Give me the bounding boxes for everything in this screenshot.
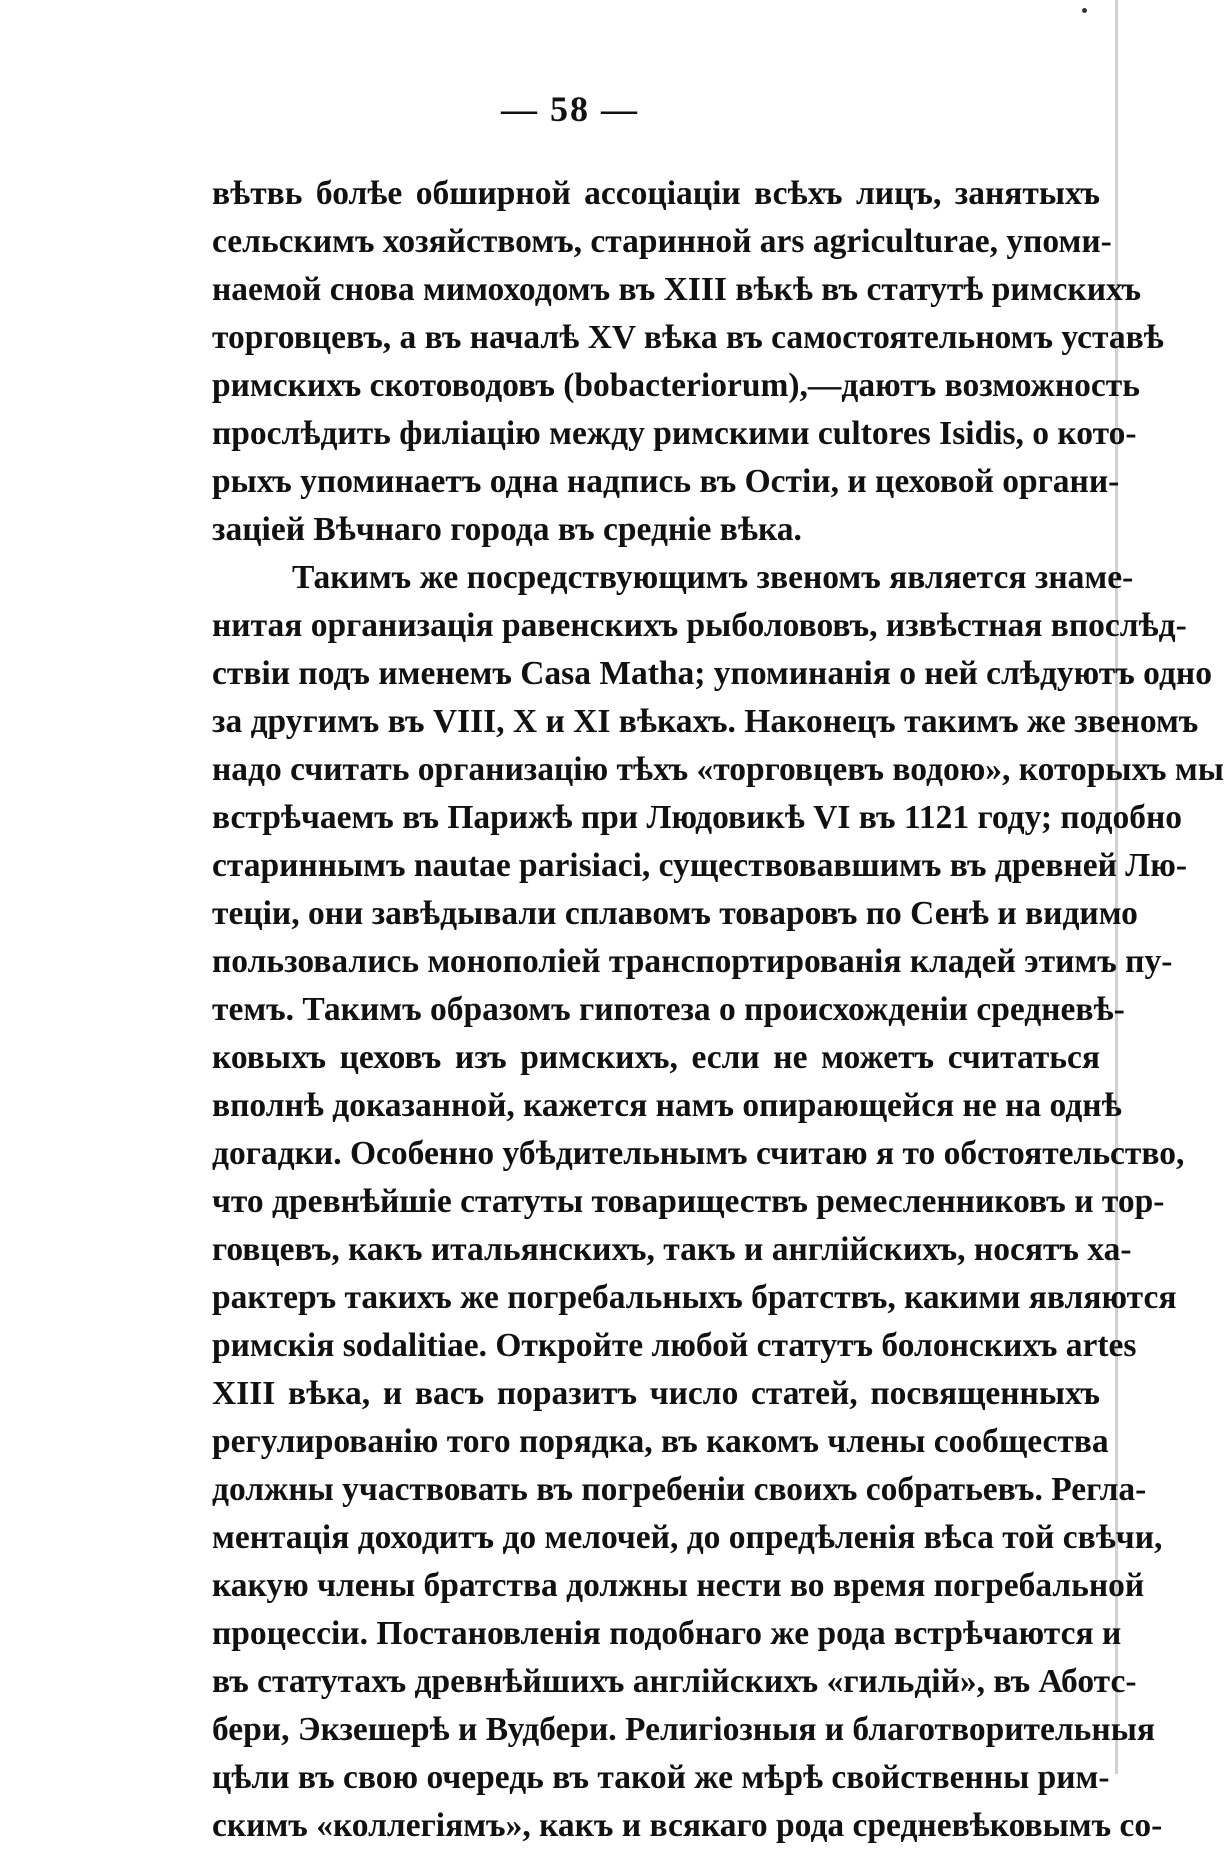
text-line: за другимъ въ VIII, X и XI вѣкахъ. Наконецъ такимъ же звеномъ [212, 703, 1199, 740]
text-line: XIII вѣка, и васъ поразитъ число статей, посвященныхъ [212, 1375, 1100, 1412]
text-line: ковыхъ цеховъ изъ римскихъ, если не можетъ считаться [212, 1039, 1100, 1076]
text-line: прослѣдить филіацію между римскими cultores Isidis, о кото- [212, 415, 1137, 452]
ink-dot-mark [1082, 8, 1087, 13]
text-line: въ статутахъ древнѣйшихъ англійскихъ «гильдій», въ Аботс- [212, 1663, 1137, 1700]
page-number: — 58 — [501, 89, 639, 129]
text-line: надо считать организацію тѣхъ «торговцевъ водою», которыхъ мы [212, 751, 1224, 788]
text-line: сельскимъ хозяйствомъ, старинной ars agriculturae, упоми- [212, 223, 1112, 260]
text-line: темъ. Такимъ образомъ гипотеза о происхожденіи средневѣ- [212, 991, 1125, 1028]
paragraph-first-line: Такимъ же посредствующимъ звеномъ является знаме- [292, 559, 1134, 596]
text-line: встрѣчаемъ въ Парижѣ при Людовикѣ VI въ 1121 году; подобно [212, 799, 1182, 836]
text-line: цѣли въ свою очередь въ такой же мѣрѣ свойственны рим- [212, 1759, 1110, 1796]
text-line: ментація доходитъ до мелочей, до опредѣленія вѣса той свѣчи, [212, 1519, 1163, 1556]
text-line: рактеръ такихъ же погребальныхъ братствъ, какими являются [212, 1279, 1177, 1316]
text-line: заціей Вѣчнаго города въ средніе вѣка. [212, 511, 802, 548]
text-line: какую члены братства должны нести во время погребальной [212, 1567, 1145, 1604]
body-text [212, 170, 1224, 1850]
text-line: стариннымъ nautae parisiaci, существовавшимъ въ древней Лю- [212, 847, 1187, 884]
text-line: римскія sodalitiae. Откройте любой статутъ болонскихъ artes [212, 1327, 1137, 1364]
text-line: торговцевъ, а въ началѣ XV вѣка въ самостоятельномъ уставѣ [212, 319, 1164, 356]
text-line: процессіи. Постановленія подобнаго же рода встрѣчаются и [212, 1615, 1122, 1652]
text-line: что древнѣйшіе статуты товариществъ ремесленниковъ и тор- [212, 1183, 1165, 1220]
text-line: скимъ «коллегіямъ», какъ и всякаго рода средневѣковымъ со- [212, 1807, 1163, 1844]
text-line: вѣтвь болѣе обширной ассоціаціи всѣхъ лицъ, занятыхъ [212, 175, 1100, 212]
text-line: нитая организація равенскихъ рыболововъ, извѣстная впослѣд- [212, 607, 1187, 644]
text-line: теціи, они завѣдывали сплавомъ товаровъ по Сенѣ и видимо [212, 895, 1138, 932]
text-line: рыхъ упоминаетъ одна надпись въ Остіи, и цеховой органи- [212, 463, 1120, 500]
text-line: догадки. Особенно убѣдительнымъ считаю я то обстоятельство, [212, 1135, 1185, 1172]
text-line: вполнѣ доказанной, кажется намъ опирающейся не на однѣ [212, 1087, 1122, 1124]
text-line: говцевъ, какъ итальянскихъ, такъ и англійскихъ, носятъ ха- [212, 1231, 1132, 1268]
text-line: регулированію того порядка, въ какомъ члены сообщества [212, 1423, 1109, 1460]
text-line: римскихъ скотоводовъ (bobacteriorum),—даютъ возможность [212, 367, 1140, 404]
text-line: наемой снова мимоходомъ въ XIII вѣкѣ въ статутѣ римскихъ [212, 271, 1142, 308]
text-line: должны участвовать въ погребеніи своихъ собратьевъ. Регла- [212, 1471, 1147, 1508]
text-line: пользовались монополіей транспортированія кладей этимъ пу- [212, 943, 1173, 980]
text-line: ствіи подъ именемъ Casa Matha; упоминанія о ней слѣдуютъ одно [212, 655, 1212, 692]
text-line: бери, Экзешерѣ и Вудбери. Религіозныя и благотворительныя [212, 1711, 1155, 1748]
